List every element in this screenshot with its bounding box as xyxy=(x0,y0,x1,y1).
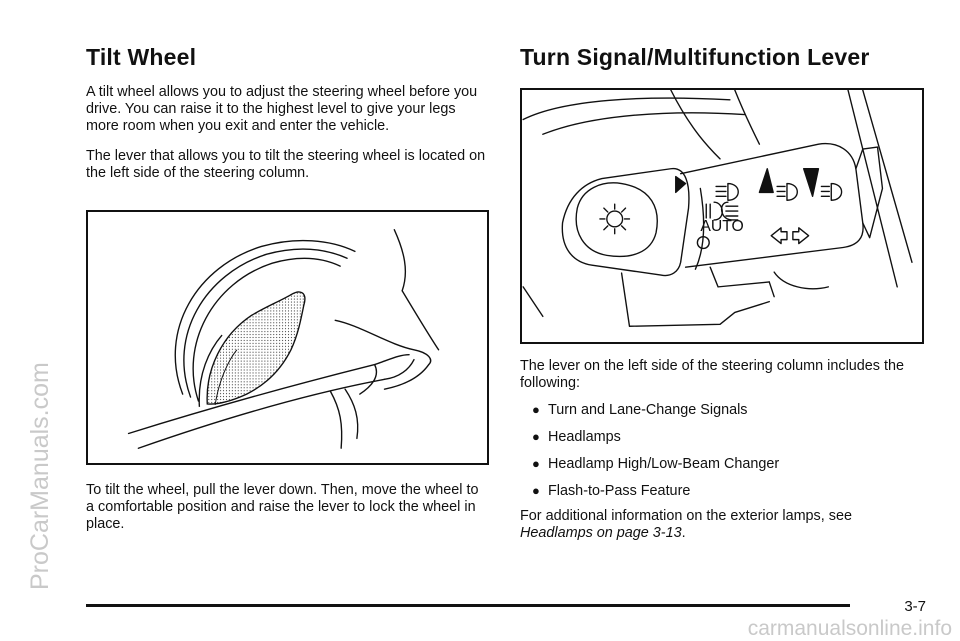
multifunction-lever-drawing xyxy=(522,90,922,342)
lever-auto-label: AUTO xyxy=(700,217,744,235)
tilt-wheel-instructions xyxy=(86,482,490,533)
turn-signal-section xyxy=(520,44,926,71)
page-number: 3-7 xyxy=(904,598,926,615)
lever-features-intro: The lever on the left side of the steering column includes the following: xyxy=(520,358,904,391)
tilt-wheel-heading: Tilt Wheel xyxy=(86,44,197,70)
headlamps-reference-link[interactable]: Headlamps on page 3-13 xyxy=(520,525,682,541)
bullet-icon: ● xyxy=(532,402,540,417)
tilt-lever-location-paragraph: The lever that allows you to tilt the steering wheel is located on the left side of the steering column. xyxy=(86,148,486,181)
tilt-procedure-paragraph: To tilt the wheel, pull the lever down. Then, move the wheel to a comfortable position and raise the lever to lock the wheel in place. xyxy=(86,482,479,532)
list-item: ● Headlamps xyxy=(532,429,621,445)
bullet-icon: ● xyxy=(532,429,540,444)
footer-watermark: carmanualsonline.info xyxy=(747,617,952,640)
bullet-icon: ● xyxy=(532,483,540,498)
turn-signal-heading: Turn Signal/Multifunction Lever xyxy=(520,44,870,70)
list-item: ● Flash-to-Pass Feature xyxy=(532,483,691,499)
multifunction-lever-illustration xyxy=(520,88,924,344)
bullet-icon: ● xyxy=(532,456,540,471)
tilt-wheel-illustration xyxy=(86,210,489,465)
tilt-wheel-section xyxy=(86,44,490,182)
list-item: ● Headlamp High/Low-Beam Changer xyxy=(532,456,780,472)
exterior-lamps-reference: For additional information on the exterior lamps, see Headlamps on page 3-13. xyxy=(520,508,852,541)
tilt-wheel-drawing xyxy=(88,212,487,463)
list-item: ● Turn and Lane-Change Signals xyxy=(532,402,748,418)
footer-rule xyxy=(86,604,850,607)
multifunction-lever-description xyxy=(520,358,926,542)
lever-features-list xyxy=(520,402,926,500)
tilt-wheel-intro-paragraph: A tilt wheel allows you to adjust the steering wheel before you drive. You can raise it to the highest level to give your legs more room when you exit and enter the vehicle. xyxy=(86,84,478,134)
side-watermark: ProCarManuals.com xyxy=(26,362,54,590)
